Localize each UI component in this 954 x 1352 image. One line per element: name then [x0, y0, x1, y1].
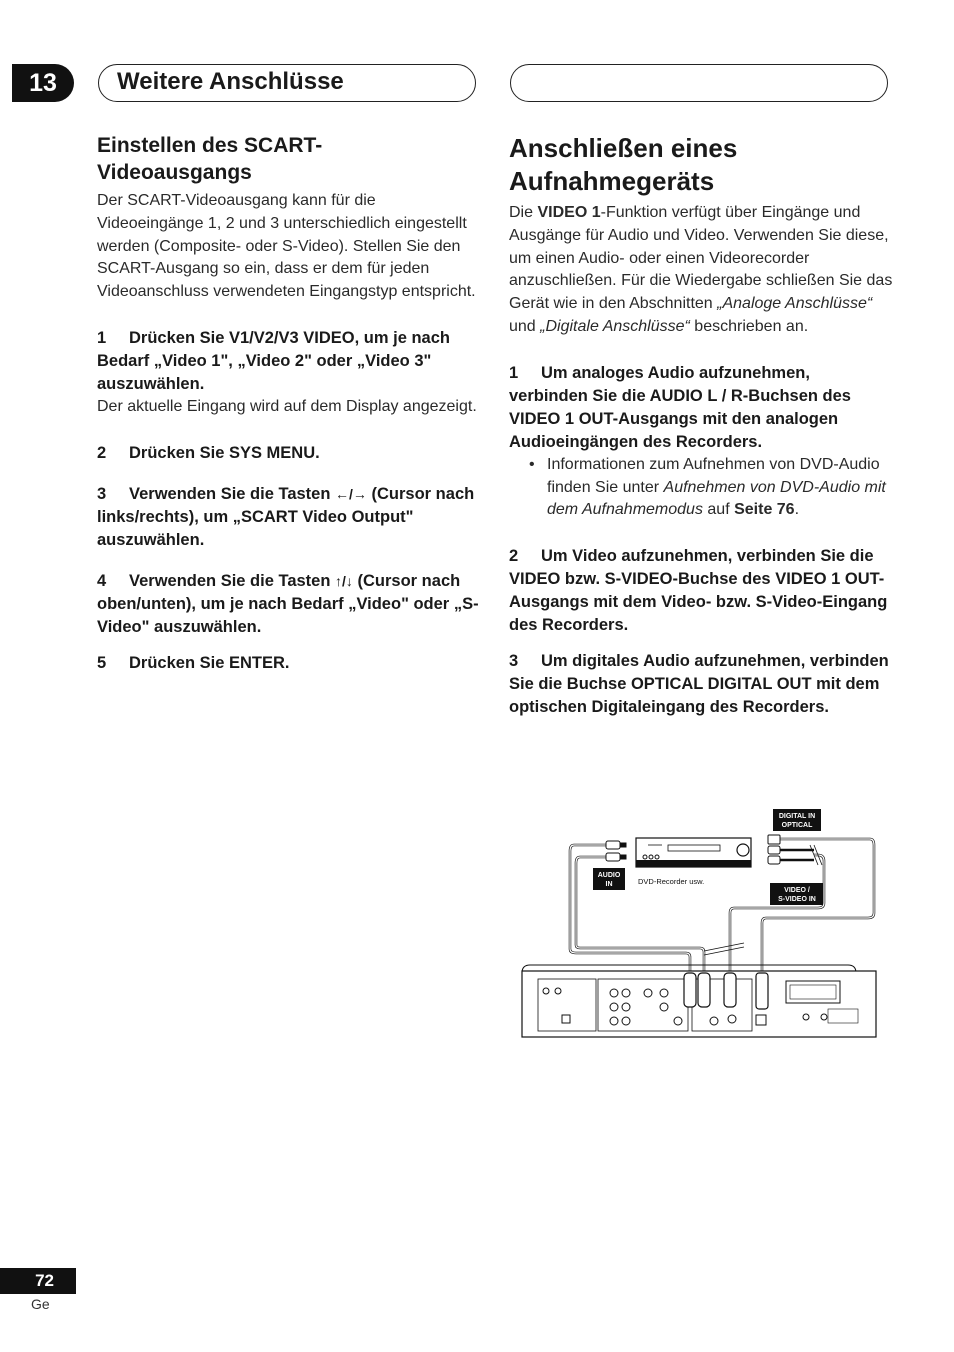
left-right-arrow-icon: ←/→: [335, 485, 367, 502]
intro-italic: „Analoge Anschlüsse“: [717, 295, 873, 313]
step-number: 2: [509, 547, 519, 566]
video-plugs-recorder: [768, 835, 780, 864]
bullet-icon: •: [529, 455, 535, 473]
step-text: Verwenden Sie die Tasten: [129, 484, 331, 503]
section-heading-recorder: Anschließen eines Aufnahmegeräts: [509, 133, 738, 196]
intro-italic: „Digitale Anschlüsse“: [540, 317, 690, 335]
step-number: 5: [97, 653, 107, 672]
cable-break-mark-2: [704, 943, 744, 951]
left-column: [97, 132, 481, 675]
recorder-device: [636, 838, 751, 867]
bullet-italic: Aufnehmen von DVD-Audio mit dem Aufnahmemodus: [547, 478, 886, 519]
recorder-step-2: [509, 545, 893, 637]
recorder-step-3: [509, 650, 893, 719]
intro-bold: VIDEO 1: [537, 204, 601, 221]
intro-text: beschrieben an.: [694, 317, 809, 335]
scart-step-2: [97, 442, 481, 465]
step-text: Drücken Sie SYS MENU.: [129, 443, 320, 462]
connection-diagram: [518, 805, 888, 1045]
scart-step-3: [97, 483, 481, 552]
section-heading-scart: Einstellen des SCART-Videoausgangs: [97, 134, 323, 184]
recorder-step-1: [509, 362, 893, 454]
language-code: Ge: [31, 1296, 50, 1312]
audio-in-label: AUDIO: [597, 872, 621, 879]
s-video-in-label: S-VIDEO IN: [778, 896, 816, 903]
step-text-cont: (Cursor nach links/rechts), um „SCART Video Output" auszuwählen.: [97, 484, 475, 549]
page-reference: Seite 76: [734, 501, 795, 519]
in-label: IN: [605, 881, 613, 888]
video-label: VIDEO /: [784, 887, 810, 894]
scart-step-1-note: Der aktuelle Eingang wird auf dem Display angezeigt.: [97, 397, 477, 415]
recorder-step-1-bullet: [509, 454, 893, 522]
step-text: Drücken Sie V1/V2/V3 VIDEO, um je nach Bedarf „Video 1", „Video 2" oder „Video 3" auszuwählen.: [97, 328, 450, 393]
step-number: 3: [97, 484, 107, 503]
step-number: 3: [509, 652, 519, 671]
step-text: Um Video aufzunehmen, verbinden Sie die VIDEO bzw. S-VIDEO-Buchse des VIDEO 1 OUT-Ausgangs mit dem Video- bzw. S-Video-Eingang des Recorders.: [509, 547, 888, 635]
intro-text: Die: [509, 204, 534, 221]
step-number: 4: [97, 571, 107, 590]
step-text: Um analoges Audio aufzunehmen, verbinden Sie die AUDIO L / R-Buchsen des VIDEO 1 OUT-Ausgangs mit den analogen Audioeingängen des Recorders.: [509, 363, 851, 451]
audio-plugs-recorder: [606, 841, 626, 861]
optical-label: OPTICAL: [781, 822, 813, 829]
scart-step-4: [97, 570, 481, 639]
step-number: 2: [97, 443, 107, 462]
recorder-label: DVD-Recorder usw.: [638, 877, 705, 886]
step-text: Um digitales Audio aufzunehmen, verbinden Sie die Buchse OPTICAL DIGITAL OUT mit dem optischen Digitaleingang des Recorders.: [509, 652, 889, 717]
step-text-cont: (Cursor nach oben/unten), um je nach Bedarf „Video" oder „S-Video" auszuwählen.: [97, 571, 479, 636]
scart-intro: Der SCART-Videoausgang kann für die Videoeingänge 1, 2 und 3 unterschiedlich eingestellt werden (Composite- oder S-Video). Stellen Sie den SCART-Ausgang so ein, dass er dem für jeden Videoanschluss verwendeten Eingangstyp entspricht.: [97, 192, 476, 301]
up-down-arrow-icon: ↑/↓: [335, 572, 353, 589]
step-text: Verwenden Sie die Tasten: [129, 571, 331, 590]
page-number: 72: [35, 1271, 54, 1290]
chapter-number-badge: 13: [12, 64, 74, 102]
page-number-badge: [0, 1268, 76, 1294]
header-empty-box: [510, 64, 888, 102]
step-number: 1: [97, 328, 107, 347]
bullet-text: auf: [707, 501, 730, 519]
step-number: 1: [509, 363, 519, 382]
right-column: [509, 132, 893, 719]
recorder-intro: [509, 202, 893, 339]
intro-text: und: [509, 317, 536, 335]
bullet-text: Informationen zum Aufnehmen von DVD-Audio finden Sie unter: [547, 455, 880, 496]
scart-step-5: [97, 652, 481, 675]
digital-in-label: DIGITAL IN: [778, 813, 816, 820]
chapter-title-box: [98, 64, 476, 102]
intro-text: -Funktion verfügt über Eingänge und Ausgänge für Audio und Video. Verwenden Sie diese, um einen Audio- oder einen Videorecorder anzuschließen. Für die Wiedergabe schließen Sie das Gerät wie in den Abschnitten: [509, 204, 893, 313]
step-text: Drücken Sie ENTER.: [129, 653, 290, 672]
chapter-title: Weitere Anschlüsse: [117, 68, 344, 95]
bullet-end: .: [794, 501, 800, 519]
scart-step-1: [97, 327, 481, 396]
